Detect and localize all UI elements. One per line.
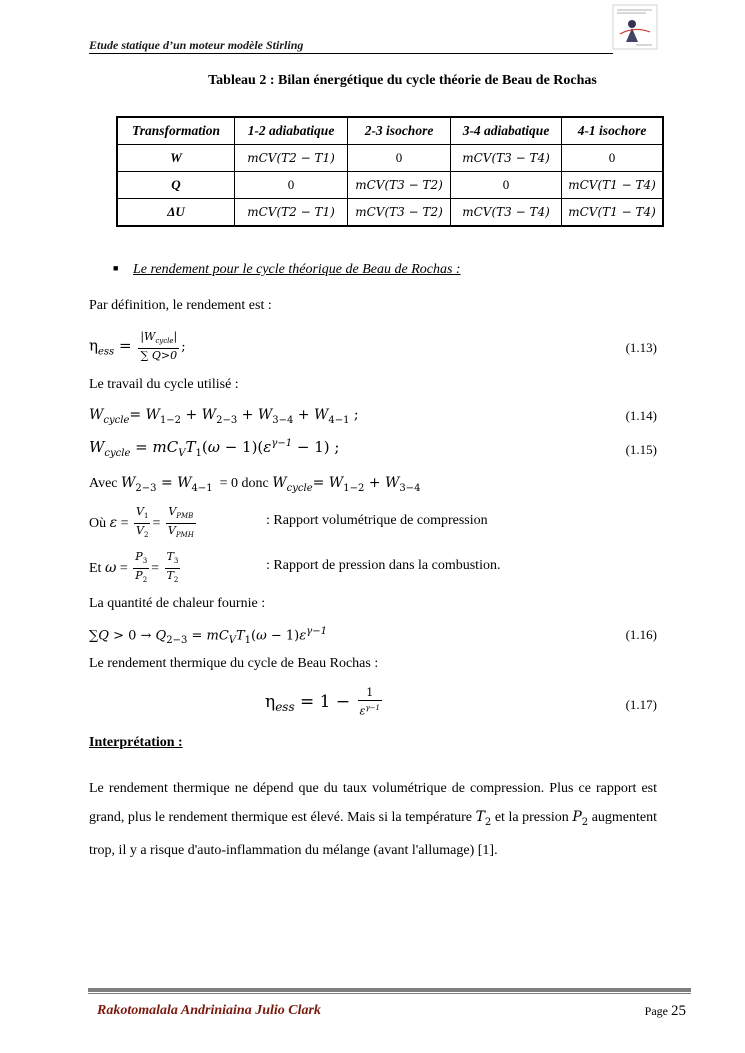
equation-work-sum: $W_{cycle}= W_{1-2} + W_{2-3} + W_{3-4} + W_{4-1}$ ; — [89, 407, 359, 426]
table-row — [117, 199, 663, 227]
bullet-square-icon: ■ — [113, 263, 119, 273]
running-header: Etude statique d’un moteur modèle Stirling — [89, 38, 304, 52]
donc-label: donc — [241, 476, 269, 491]
interpretation-text-1: Le rendement thermique ne dépend que du taux volumétrique de compression. Plus ce rapport est grand, plus le rendement thermique est élevé. Mais si la température — [89, 781, 657, 825]
table-header-row — [117, 117, 663, 145]
equation-pressure-ratio: Et ω = $\frac{P_3}{P_2}$ = $\frac{T_3}{T_2}$ — [89, 550, 179, 585]
page-number — [600, 1003, 686, 1020]
equation-work-cycle: $W_{cycle} = mC_VT_1(\omega - 1)(\varepsilon^{\gamma-1} - 1)$ ; — [89, 438, 340, 459]
interpretation-text-2: et la pression — [494, 810, 569, 825]
equation-compression-ratio: Où ε = $\frac{V_1}{V_2}$ = $\frac{V_{PMB}}{V_{PMH}}$ — [89, 505, 194, 540]
table-cell: mCV(T2 − T1) — [235, 199, 348, 227]
ou-label: Où — [89, 515, 107, 531]
institution-logo — [612, 4, 658, 50]
equation-number: (1.14) — [625, 408, 657, 423]
table-row — [117, 172, 663, 199]
equation-number: (1.15) — [625, 442, 657, 457]
paragraph-definition: Par définition, le rendement est : — [89, 298, 272, 313]
table-cell: 0 — [562, 145, 664, 172]
row-label-w: W — [117, 145, 235, 172]
paragraph-thermal-efficiency: Le rendement thermique du cycle de Beau Rochas : — [89, 656, 379, 671]
table-cell: mCV(T3 − T2) — [348, 172, 451, 199]
row-label-q: Q — [117, 172, 235, 199]
col-header-1-2: 1-2 adiabatique — [235, 117, 348, 145]
footer-rule-thick — [88, 988, 691, 992]
paragraph-avec: Avec $W_{2-3} = W_{4-1} = 0$ donc $W_{cycle}= W_{1-2} + W_{3-4}$ — [89, 475, 421, 494]
table-title: Tableau 2 : Bilan énergétique du cycle théorie de Beau de Rochas — [208, 73, 597, 88]
equation-number: (1.17) — [625, 697, 657, 712]
interpretation-paragraph: Le rendement thermique ne dépend que du taux volumétrique de compression. Plus ce rapport est grand, plus le rendement thermique est élevé. Mais si la température $T_2$ et la pression $P_2$ augmentent trop, il y a risque d'auto-inflammation du mélange (avant l'allumage) [1]. — [89, 781, 657, 858]
avec-label: Avec — [89, 476, 118, 491]
interpretation-text-3: augmentent trop, il y a risque d'auto-inflammation du mélange (avant l'allumage) [1]. — [89, 810, 657, 858]
table-cell: mCV(T3 − T4) — [451, 199, 562, 227]
compression-ratio-description: : Rapport volumétrique de compression — [266, 513, 488, 528]
equation-number: (1.16) — [625, 627, 657, 642]
energy-balance-table — [116, 116, 664, 227]
row-label-delta-u: ΔU — [117, 199, 235, 227]
col-header-4-1: 4-1 isochore — [562, 117, 664, 145]
pressure-ratio-description: : Rapport de pression dans la combustion. — [266, 558, 501, 573]
table-cell: mCV(T3 − T4) — [451, 145, 562, 172]
equation-thermal-efficiency: $\eta_{ess} = 1$ − $\frac{1}{\varepsilon^{\gamma-1}}$ — [265, 686, 380, 718]
equation-efficiency-definition: $\eta_{ess}$ = $\frac{|W_{cycle}|}{\sum Q>0}$ ; — [89, 330, 186, 363]
page-number-value: 25 — [671, 1003, 686, 1019]
table-cell: mCV(T3 − T2) — [348, 199, 451, 227]
equation-number: (1.13) — [625, 340, 657, 355]
paragraph-work: Le travail du cycle utilisé : — [89, 377, 239, 392]
header-rule — [89, 53, 613, 54]
footer-rule-thin — [88, 993, 691, 994]
page-label: Page — [644, 1004, 668, 1018]
equation-heat-supplied: $\sum Q > 0 \to Q_{2-3} = mC_VT_1(\omega - 1)\varepsilon^{\gamma-1}$ — [89, 626, 327, 646]
col-header-3-4: 3-4 adiabatique — [451, 117, 562, 145]
section-title: Le rendement pour le cycle théorique de Beau de Rochas : — [133, 262, 461, 277]
table-row — [117, 145, 663, 172]
footer-author: Rakotomalala Andriniaina Julio Clark — [97, 1003, 321, 1018]
table-cell: mCV(T1 − T4) — [562, 172, 664, 199]
col-header-2-3: 2-3 isochore — [348, 117, 451, 145]
table-cell: mCV(T1 − T4) — [562, 199, 664, 227]
et-label: Et — [89, 560, 102, 576]
table-cell: 0 — [451, 172, 562, 199]
interpretation-title: Interprétation : — [89, 735, 183, 750]
col-header-transformation: Transformation — [117, 117, 235, 145]
table-cell: 0 — [235, 172, 348, 199]
paragraph-heat: La quantité de chaleur fournie : — [89, 596, 266, 611]
table-cell: mCV(T2 − T1) — [235, 145, 348, 172]
table-cell: 0 — [348, 145, 451, 172]
